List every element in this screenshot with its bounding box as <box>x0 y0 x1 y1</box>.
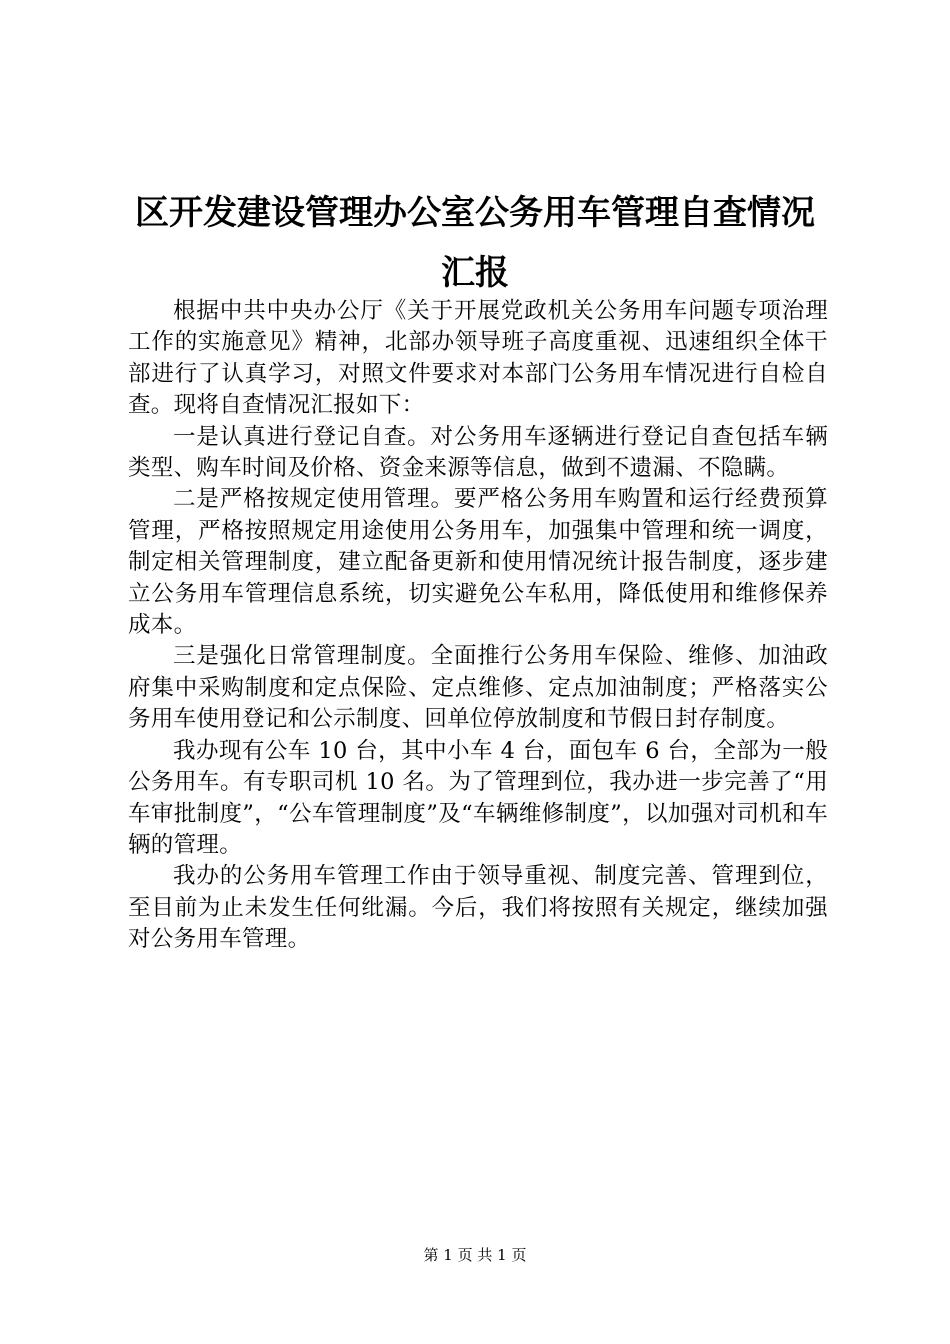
paragraph-point-1: 一是认真进行登记自查。对公务用车逐辆进行登记自查包括车辆类型、购车时间及价格、资金来源等信息，做到不遗漏、不隐瞒。 <box>128 423 828 482</box>
paragraph-conclusion: 我办的公务用车管理工作由于领导重视、制度完善、管理到位，至目前为止未发生任何纰漏。今后，我们将按照有关规定，继续加强对公务用车管理。 <box>128 863 828 953</box>
paragraph-intro: 根据中共中央办公厅《关于开展党政机关公务用车问题专项治理工作的实施意见》精神，北部办领导班子高度重视、迅速组织全体干部进行了认真学习，对照文件要求对本部门公务用车情况进行自检自查。现将自查情况汇报如下： <box>128 298 828 419</box>
title-line-2: 汇报 <box>441 253 509 293</box>
paragraph-vehicles: 我办现有公车 10 台，其中小车 4 台，面包车 6 台，全部为一般公务用车。有专职司机 10 名。为了管理到位，我办进一步完善了“用车审批制度”，“公车管理制度”及“车辆维修制度”，以加强对司机和车辆的管理。 <box>128 737 828 858</box>
paragraph-point-3: 三是强化日常管理制度。全面推行公务用车保险、维修、加油政府集中采购制度和定点保险、定点维修、定点加油制度；严格落实公务用车使用登记和公示制度、回单位停放制度和节假日封存制度。 <box>128 643 828 733</box>
title-line-1: 区开发建设管理办公室公务用车管理自查情况 <box>135 193 815 233</box>
page-footer: 第 1 页 共 1 页 <box>423 1246 527 1264</box>
document-title <box>118 183 832 303</box>
document-body <box>128 296 828 956</box>
paragraph-point-2: 二是严格按规定使用管理。要严格公务用车购置和运行经费预算管理，严格按照规定用途使用公务用车，加强集中管理和统一调度，制定相关管理制度，建立配备更新和使用情况统计报告制度，逐步建立公务用车管理信息系统，切实避免公车私用，降低使用和维修保养成本。 <box>128 486 828 639</box>
